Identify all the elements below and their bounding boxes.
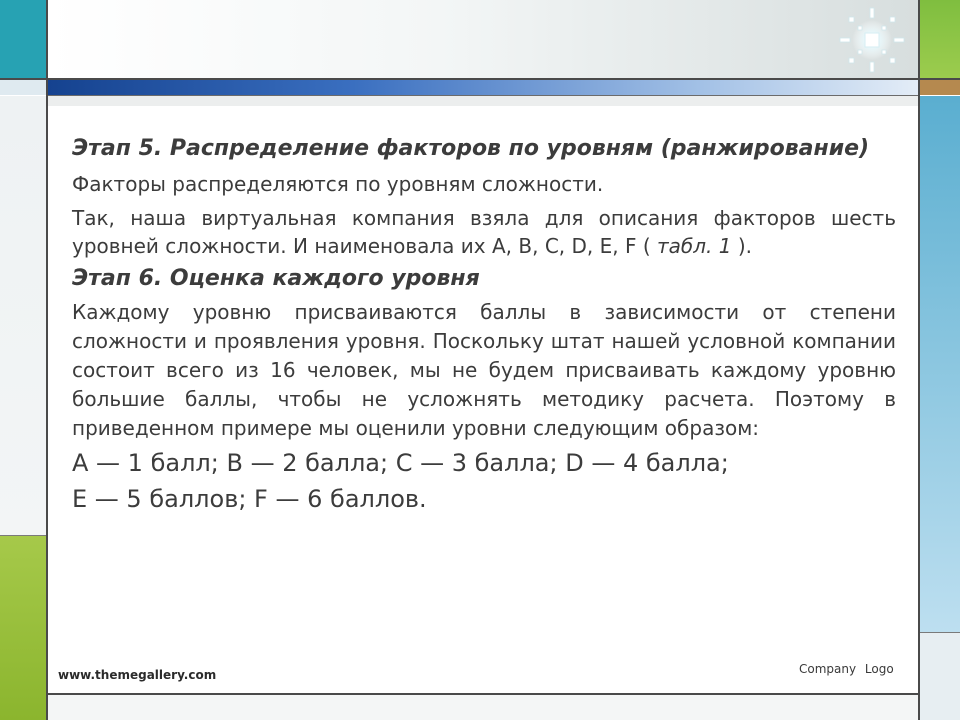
paragraph-scoring: Каждому уровню присваиваются баллы в зависимости от степени сложности и проявления уровня. Поскольку штат нашей условной компании состоит всего из 16 человек, мы не будем присваивать каждому уровню большие баллы, чтобы не усложнять методику расчета. Поэтому в приведенном примере мы оценили уровни следующим образом: [72,300,896,440]
company-logo: Company Logo [799,662,894,676]
header-gray-strip [48,96,920,106]
frame-line-left [46,0,48,720]
footer-strip [48,694,920,720]
frame-line-right [918,0,920,720]
heading-stage-6: Этап 6. Оценка каждого уровня [72,266,480,291]
paragraph-virtual-company-text: Так, наша виртуальная компания взяла для описания факторов шесть уровней сложности. И наименовала их A, B, C, D, E, F [72,206,896,258]
scores-line-1: A — 1 балл; B — 2 балла; C — 3 балла; D — 4 балла; [72,449,729,477]
left-light-block [0,80,48,95]
table-reference: табл. 1 [657,234,732,258]
sparkle-icon [832,2,912,78]
frame-line-left-split [0,535,46,536]
right-light-block [920,632,960,720]
frame-line-top [0,78,960,80]
table-ref-open: ( [642,234,651,258]
scores-line-2: E — 5 баллов; F — 6 баллов. [72,485,427,513]
slide-body [72,136,896,517]
right-green-block [920,0,960,78]
frame-line-right-split [920,632,960,633]
right-tan-block [920,80,960,95]
frame-line-bottom [48,693,920,695]
right-blue-block [920,96,960,632]
header-blue-bar [48,80,920,96]
paragraph-factors: Факторы распределяются по уровням сложности. [72,172,604,196]
heading-stage-5: Этап 5. Распределение факторов по уровням (ранжирование) [72,136,870,161]
left-gray-block [0,96,48,536]
table-ref-close: ). [737,234,752,258]
header-band [48,0,920,80]
paragraph-virtual-company [72,204,896,260]
left-teal-block [0,0,48,78]
left-green-block [0,536,48,720]
footer-website[interactable]: www.themegallery.com [58,668,217,682]
